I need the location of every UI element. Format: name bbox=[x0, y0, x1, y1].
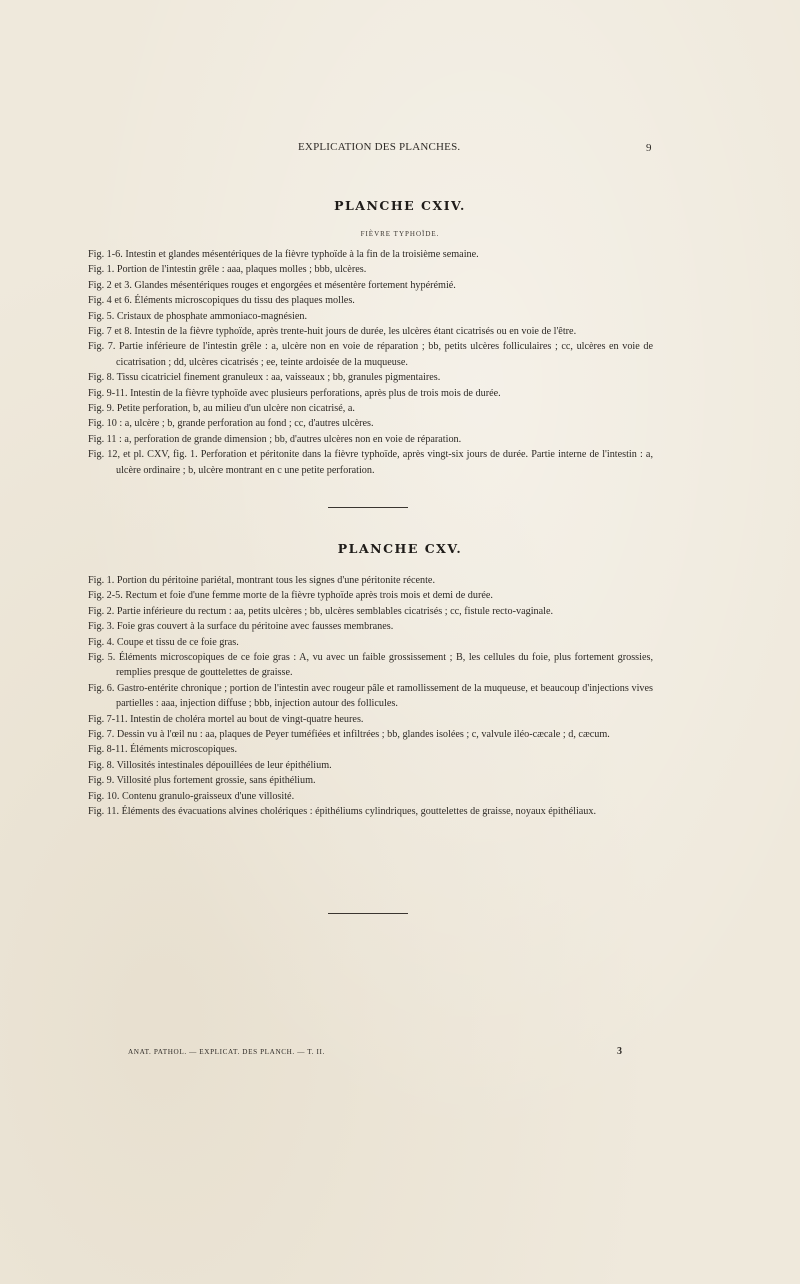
footer-signature-line: ANAT. PATHOL. — EXPLICAT. DES PLANCH. — T. II. bbox=[128, 1048, 325, 1056]
figure-entry: Fig. 1. Portion du péritoine pariétal, montrant tous les signes d'une péritonite récente. bbox=[88, 575, 436, 586]
figure-entry: Fig. 7. Partie inférieure de l'intestin grêle : a, ulcère non en voie de réparation ; bb, petits ulcères folliculaires ; cc, ulcères en voie de cicatrisation ; dd, ulcères cicatrisés ; ee, teinte ardoisée de la muqueuse. bbox=[88, 341, 653, 368]
figure-entry: Fig. 2 et 3. Glandes mésentériques rouges et engorgées et mésentère fortement hypérémié. bbox=[88, 279, 456, 291]
figure-entry: Fig. 10 : a, ulcère ; b, grande perforation au fond ; cc, d'autres ulcères. bbox=[88, 418, 374, 430]
figure-list-cxiv bbox=[88, 247, 653, 478]
figure-entry: Fig. 3. Foie gras couvert à la surface du péritoine avec fausses membranes. bbox=[88, 621, 394, 633]
figure-entry: Fig. 8. Villosités intestinales dépouillées de leur épithélium. bbox=[88, 759, 332, 771]
plate-title-cxv: PLANCHE CXV. bbox=[337, 541, 463, 556]
figure-entry: Fig. 8-11. Éléments microscopiques. bbox=[88, 744, 238, 756]
figure-entry: Fig. 7 et 8. Intestin de la fièvre typhoïde, après trente-huit jours de durée, les ulcères étant cicatrisés ou en voie de l'être. bbox=[88, 326, 577, 338]
section-divider bbox=[328, 913, 408, 914]
running-head: EXPLICATION DES PLANCHES. bbox=[298, 141, 461, 153]
footer-signature-mark: 3 bbox=[617, 1046, 622, 1057]
figure-entry: Fig. 10. Contenu granulo-graisseux d'une villosité. bbox=[88, 790, 295, 802]
plate-title-cxiv: PLANCHE CXIV. bbox=[334, 198, 466, 213]
figure-entry: Fig. 4 et 6. Éléments microscopiques du tissu des plaques molles. bbox=[88, 295, 355, 307]
figure-entry: Fig. 11 : a, perforation de grande dimension ; bb, d'autres ulcères non en voie de réparation. bbox=[88, 433, 462, 445]
figure-entry: Fig. 7. Dessin vu à l'œil nu : aa, plaques de Peyer tuméfiées et infiltrées ; bb, glandes isolées ; c, valvule iléo-cæcale ; d, cæcum. bbox=[88, 729, 610, 741]
figure-entry: Fig. 12, et pl. CXV, fig. 1. Perforation et péritonite dans la fièvre typhoïde, après vingt-six jours de durée. Partie interne de l'intestin : a, ulcère ordinaire ; b, ulcère montrant en c une petite perforation. bbox=[88, 449, 653, 476]
figure-entry: Fig. 9. Petite perforation, b, au milieu d'un ulcère non cicatrisé, a. bbox=[88, 403, 355, 415]
page-number: 9 bbox=[646, 142, 652, 154]
figure-entry: Fig. 7-11. Intestin de choléra mortel au bout de vingt-quatre heures. bbox=[88, 713, 364, 725]
figure-entry: Fig. 5. Éléments microscopiques de ce foie gras : A, vu avec un faible grossissement ; B, les cellules du foie, plus fortement grossies, remplies presque de gouttelettes de graisse. bbox=[88, 652, 653, 679]
figure-entry: Fig. 5. Cristaux de phosphate ammoniaco-magnésien. bbox=[88, 310, 307, 322]
figure-entry: Fig. 6. Gastro-entérite chronique ; portion de l'intestin avec rougeur pâle et ramollissement de la muqueuse, et beaucoup d'injections vives partielles : aaa, injection diffuse ; bbb, injection autour des follicules. bbox=[88, 682, 653, 710]
figure-entry: Fig. 9. Villosité plus fortement grossie, sans épithélium. bbox=[88, 775, 316, 787]
section-divider bbox=[328, 507, 408, 508]
figure-entry: Fig. 1. Portion de l'intestin grêle : aaa, plaques molles ; bbb, ulcères. bbox=[88, 264, 367, 276]
figure-entry: Fig. 8. Tissu cicatriciel finement granuleux : aa, vaisseaux ; bb, granules pigmentaires. bbox=[88, 372, 441, 384]
figure-entry: Fig. 1-6. Intestin et glandes mésentériques de la fièvre typhoïde à la fin de la troisième semaine. bbox=[88, 249, 479, 260]
figure-entry: Fig. 11. Éléments des évacuations alvines cholériques : épithéliums cylindriques, gouttelettes de graisse, noyaux épithéliaux. bbox=[88, 806, 597, 818]
figure-entry: Fig. 4. Coupe et tissu de ce foie gras. bbox=[88, 636, 239, 648]
figure-entry: Fig. 2-5. Rectum et foie d'une femme morte de la fièvre typhoïde après trois mois et demi de durée. bbox=[88, 590, 493, 602]
figure-list-cxv bbox=[88, 573, 653, 820]
figure-entry: Fig. 9-11. Intestin de la fièvre typhoïde avec plusieurs perforations, après plus de trois mois de durée. bbox=[88, 387, 501, 399]
figure-entry: Fig. 2. Partie inférieure du rectum : aa, petits ulcères ; bb, ulcères semblables cicatrisés ; cc, fistule recto-vaginale. bbox=[88, 605, 554, 617]
plate-subtitle-cxiv: FIÈVRE TYPHOÏDE. bbox=[360, 230, 440, 238]
